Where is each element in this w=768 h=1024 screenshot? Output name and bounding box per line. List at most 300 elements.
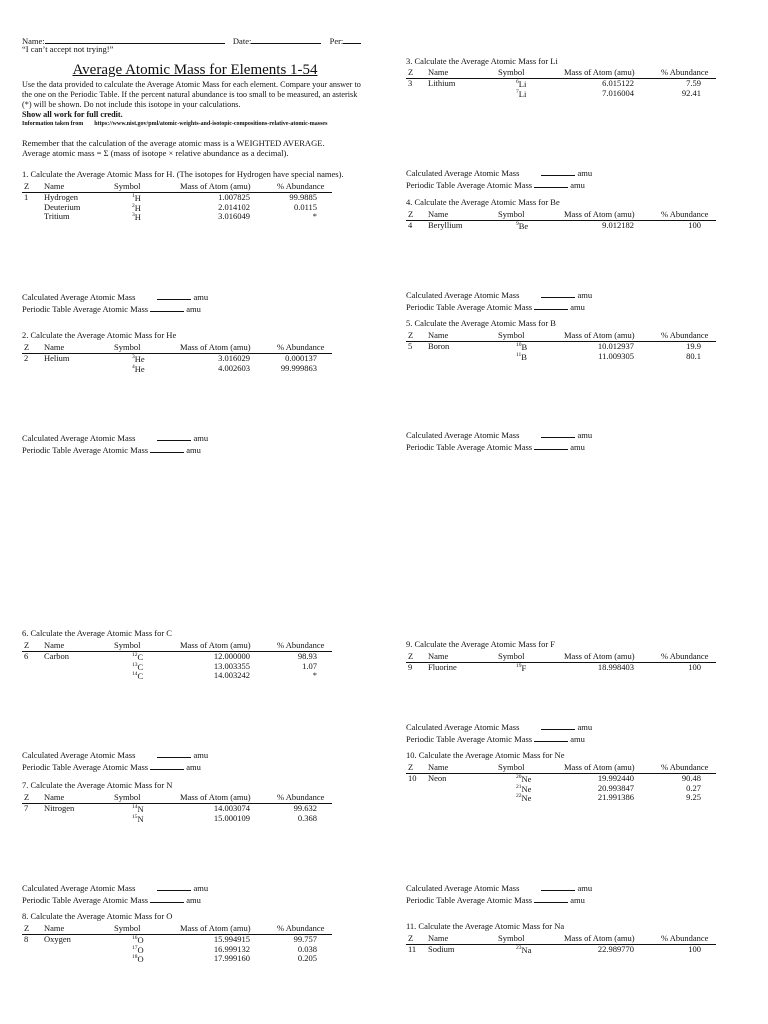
cell-mass: 12.000000 xyxy=(213,651,250,661)
cell-abundance: 7.59 xyxy=(686,78,701,88)
cell-abundance: 98.93 xyxy=(297,651,317,661)
element-symbol: Li xyxy=(518,88,527,99)
cell-abundance: 0.368 xyxy=(297,812,317,823)
answer-lines xyxy=(22,882,208,905)
cell-abundance: 99.9885 xyxy=(289,192,317,202)
answer-line-calculated xyxy=(22,432,208,444)
answer-line-periodic xyxy=(22,303,208,315)
question-prompt: 2. Calculate the Average Atomic Mass for He xyxy=(22,330,177,340)
cell-symbol xyxy=(516,352,527,363)
unit-label: amu xyxy=(184,761,201,772)
cell-mass: 10.012937 xyxy=(597,341,634,351)
column-header-abundance: % Abundance xyxy=(277,342,325,352)
question-block xyxy=(406,197,709,231)
element-symbol: O xyxy=(137,934,144,945)
cell-symbol xyxy=(132,954,144,965)
cell-mass: 19.992440 xyxy=(597,773,634,783)
cell-name: Helium xyxy=(44,353,70,363)
answer-line-periodic xyxy=(406,301,592,313)
answer-line-periodic xyxy=(406,894,592,906)
question-block xyxy=(22,628,325,682)
element-symbol: O xyxy=(137,954,144,965)
unit-label: amu xyxy=(191,883,209,893)
instructions-bold: Show all work for full credit. xyxy=(22,109,123,119)
question-prompt: 9. Calculate the Average Atomic Mass for F xyxy=(406,639,556,649)
period-label: Per: xyxy=(329,36,344,46)
column-header-mass: Mass of Atom (amu) xyxy=(564,209,635,219)
remember-line-2: Average atomic mass = Σ (mass of isotope × relative abundance as a decimal). xyxy=(22,147,289,158)
column-header-symbol: Symbol xyxy=(114,181,141,191)
element-symbol: H xyxy=(134,192,141,203)
calculated-answer-field[interactable] xyxy=(157,882,191,891)
column-header-name: Name xyxy=(44,342,65,352)
answer-lines xyxy=(22,291,208,314)
table-row xyxy=(406,89,716,99)
column-header-mass: Mass of Atom (amu) xyxy=(180,923,251,933)
mass-number: 14 xyxy=(132,671,138,678)
table-row xyxy=(406,945,716,955)
periodic-label: Periodic Table Average Atomic Mass xyxy=(406,894,533,905)
column-header-abundance: % Abundance xyxy=(277,792,325,802)
cell-abundance: 19.9 xyxy=(686,341,701,351)
cell-z: 6 xyxy=(24,651,29,661)
unit-label: amu xyxy=(184,894,201,905)
column-header-symbol: Symbol xyxy=(114,342,141,352)
column-header-z: Z xyxy=(408,209,414,219)
cell-name: Deuterium xyxy=(44,201,81,212)
column-header-z: Z xyxy=(408,651,414,661)
column-header-symbol: Symbol xyxy=(498,651,525,661)
cell-name: Beryllium xyxy=(428,220,463,230)
column-header-symbol: Symbol xyxy=(498,330,525,340)
cell-name: Hydrogen xyxy=(44,192,78,202)
table-row xyxy=(22,364,332,374)
table-row xyxy=(22,954,332,964)
element-symbol: Be xyxy=(518,220,529,231)
cell-abundance: 99.632 xyxy=(293,803,317,813)
cell-abundance: 0.000137 xyxy=(285,353,317,363)
table-row xyxy=(22,804,332,814)
cell-abundance: 0.205 xyxy=(297,953,317,964)
element-symbol: Ne xyxy=(521,783,532,794)
element-symbol: Li xyxy=(518,78,527,89)
column-header-mass: Mass of Atom (amu) xyxy=(564,67,635,77)
cell-symbol xyxy=(132,814,144,825)
element-symbol: He xyxy=(134,363,145,374)
cell-mass: 9.012182 xyxy=(602,220,634,230)
cell-abundance: 100 xyxy=(688,944,701,954)
answer-line-calculated xyxy=(22,749,208,761)
column-header-abundance: % Abundance xyxy=(661,651,709,661)
cell-mass: 1.007825 xyxy=(218,192,250,202)
column-header-abundance: % Abundance xyxy=(661,67,709,77)
cell-abundance: 99.757 xyxy=(293,934,317,944)
unit-label: amu xyxy=(191,433,209,443)
calculated-label: Calculated Average Atomic Mass xyxy=(406,168,520,178)
cell-name: Sodium xyxy=(428,944,455,954)
periodic-answer-field[interactable] xyxy=(534,179,568,188)
column-header-name: Name xyxy=(428,209,449,219)
table-row xyxy=(406,221,716,231)
column-header-abundance: % Abundance xyxy=(277,640,325,650)
question-prompt: 1. Calculate the Average Atomic Mass for H. (The isotopes for Hydrogen have special names). xyxy=(22,169,344,179)
cell-symbol xyxy=(516,945,531,956)
cell-name: Tritium xyxy=(44,211,70,222)
cell-mass: 13.003355 xyxy=(213,660,250,671)
calculated-answer-field[interactable] xyxy=(541,721,575,730)
column-header-symbol: Symbol xyxy=(114,792,141,802)
calculated-label: Calculated Average Atomic Mass xyxy=(22,292,136,302)
column-header-symbol: Symbol xyxy=(498,209,525,219)
answer-lines xyxy=(406,882,592,905)
unit-label: amu xyxy=(568,733,585,744)
element-symbol: B xyxy=(521,341,528,352)
column-header-symbol: Symbol xyxy=(114,923,141,933)
element-symbol: B xyxy=(521,351,527,362)
cell-name: Fluorine xyxy=(428,662,457,672)
column-header-mass: Mass of Atom (amu) xyxy=(180,792,251,802)
cell-z: 1 xyxy=(24,192,29,202)
answer-lines xyxy=(22,432,208,455)
periodic-label: Periodic Table Average Atomic Mass xyxy=(406,179,533,190)
question-prompt: 11. Calculate the Average Atomic Mass for Na xyxy=(406,921,565,931)
cell-mass: 2.014102 xyxy=(218,201,250,212)
answer-line-periodic xyxy=(406,179,592,191)
calculated-answer-field[interactable] xyxy=(541,167,575,176)
mass-number: 11 xyxy=(516,351,522,358)
answer-lines xyxy=(406,721,592,744)
cell-symbol xyxy=(132,364,145,375)
isotope-table xyxy=(406,68,716,98)
element-symbol: F xyxy=(521,662,527,673)
table-header xyxy=(406,331,716,342)
cell-abundance: 92.41 xyxy=(681,87,701,98)
column-header-abundance: % Abundance xyxy=(661,209,709,219)
question-block xyxy=(22,169,344,223)
isotope-table xyxy=(406,210,716,231)
column-header-z: Z xyxy=(24,640,30,650)
calculated-label: Calculated Average Atomic Mass xyxy=(406,722,520,732)
mass-number: 7 xyxy=(516,88,519,95)
question-block xyxy=(406,750,709,804)
question-block xyxy=(406,318,709,362)
cell-abundance: 99.999863 xyxy=(280,362,317,373)
column-header-z: Z xyxy=(24,792,30,802)
column-header-symbol: Symbol xyxy=(498,67,525,77)
cell-symbol xyxy=(516,793,531,804)
mass-number: 14 xyxy=(132,804,138,810)
question-prompt: 8. Calculate the Average Atomic Mass for O xyxy=(22,911,173,921)
periodic-answer-field[interactable] xyxy=(150,444,184,453)
cell-z: 2 xyxy=(24,353,29,363)
question-block xyxy=(406,639,709,673)
question-prompt: 4. Calculate the Average Atomic Mass for Be xyxy=(406,197,560,207)
isotope-table xyxy=(406,934,716,955)
source-url[interactable]: https://www.nist.gov/pml/atomic-weights-and-isotopic-compositions-relative-atomic-masses xyxy=(94,121,328,127)
answer-line-periodic xyxy=(406,441,592,453)
table-row xyxy=(406,774,716,784)
column-header-symbol: Symbol xyxy=(498,762,525,772)
cell-name: Boron xyxy=(428,341,450,351)
cell-abundance: 90.48 xyxy=(681,773,701,783)
name-label: Name: xyxy=(22,36,45,46)
calculated-answer-field[interactable] xyxy=(541,882,575,891)
column-header-name: Name xyxy=(428,67,449,77)
unit-label: amu xyxy=(184,444,201,455)
mass-number: 18 xyxy=(132,954,138,961)
answer-lines xyxy=(406,167,592,190)
table-row xyxy=(22,945,332,955)
source-line xyxy=(22,121,327,128)
mass-number: 3 xyxy=(132,354,135,360)
cell-mass: 16.999132 xyxy=(213,943,250,954)
question-block xyxy=(406,921,709,955)
answer-line-calculated xyxy=(406,429,592,441)
mass-number: 13 xyxy=(132,661,138,668)
periodic-label: Periodic Table Average Atomic Mass xyxy=(406,441,533,452)
column-header-name: Name xyxy=(428,651,449,661)
cell-symbol xyxy=(516,89,526,100)
unit-label: amu xyxy=(568,301,585,312)
element-symbol: Ne xyxy=(521,773,532,784)
cell-z: 7 xyxy=(24,803,29,813)
periodic-answer-field[interactable] xyxy=(534,894,568,903)
column-header-z: Z xyxy=(408,67,414,77)
element-symbol: He xyxy=(134,353,145,364)
column-header-mass: Mass of Atom (amu) xyxy=(564,330,635,340)
mass-number: 19 xyxy=(516,663,522,669)
cell-abundance: 100 xyxy=(688,662,701,672)
periodic-label: Periodic Table Average Atomic Mass xyxy=(22,894,149,905)
column-header-z: Z xyxy=(408,330,414,340)
answer-line-periodic xyxy=(22,894,208,906)
column-header-abundance: % Abundance xyxy=(277,923,325,933)
element-symbol: H xyxy=(134,202,141,213)
cell-symbol xyxy=(516,663,526,674)
isotope-table xyxy=(22,641,332,681)
column-header-abundance: % Abundance xyxy=(661,933,709,943)
unit-label: amu xyxy=(191,292,209,302)
mass-number: 4 xyxy=(132,363,135,370)
cell-symbol xyxy=(516,221,528,232)
unit-label: amu xyxy=(184,303,201,314)
unit-label: amu xyxy=(568,441,585,452)
cell-mass: 22.989770 xyxy=(597,944,634,954)
cell-name: Lithium xyxy=(428,78,456,88)
column-header-z: Z xyxy=(24,923,30,933)
cell-mass: 11.009305 xyxy=(598,350,634,361)
cell-abundance: 100 xyxy=(688,220,701,230)
page-title: Average Atomic Mass for Elements 1-54 xyxy=(72,62,318,78)
calculated-answer-field[interactable] xyxy=(541,429,575,438)
date-field[interactable] xyxy=(251,35,321,44)
cell-z: 3 xyxy=(408,78,413,88)
mass-number: 22 xyxy=(516,793,522,800)
question-block xyxy=(22,911,325,965)
calculated-label: Calculated Average Atomic Mass xyxy=(406,430,520,440)
periodic-label: Periodic Table Average Atomic Mass xyxy=(406,301,533,312)
answer-line-calculated xyxy=(406,167,592,179)
column-header-mass: Mass of Atom (amu) xyxy=(564,762,635,772)
column-header-name: Name xyxy=(44,792,65,802)
cell-abundance: 9.25 xyxy=(686,792,701,803)
cell-z: 8 xyxy=(24,934,29,944)
cell-abundance: 80.1 xyxy=(686,350,701,361)
table-row xyxy=(22,662,332,672)
cell-name: Oxygen xyxy=(44,934,71,944)
column-header-name: Name xyxy=(428,762,449,772)
cell-name: Carbon xyxy=(44,651,70,661)
cell-symbol xyxy=(132,212,141,223)
mass-number: 21 xyxy=(516,783,522,790)
calculated-label: Calculated Average Atomic Mass xyxy=(22,750,136,760)
question-prompt: 7. Calculate the Average Atomic Mass for N xyxy=(22,780,173,790)
answer-line-periodic xyxy=(22,444,208,456)
calculated-label: Calculated Average Atomic Mass xyxy=(406,290,520,300)
periodic-answer-field[interactable] xyxy=(534,301,568,310)
periodic-label: Periodic Table Average Atomic Mass xyxy=(22,761,149,772)
cell-mass: 15.000109 xyxy=(213,812,250,823)
column-header-name: Name xyxy=(44,181,65,191)
question-prompt: 5. Calculate the Average Atomic Mass for B xyxy=(406,318,556,328)
mass-number: 10 xyxy=(516,342,522,348)
table-row xyxy=(406,79,716,89)
mass-number: 23 xyxy=(516,945,522,951)
calculated-label: Calculated Average Atomic Mass xyxy=(22,883,136,893)
column-header-z: Z xyxy=(408,933,414,943)
cell-abundance: 0.0115 xyxy=(293,201,317,212)
mass-number: 16 xyxy=(132,935,138,941)
periodic-answer-field[interactable] xyxy=(150,303,184,312)
table-row xyxy=(22,671,332,681)
mass-number: 9 xyxy=(516,221,519,227)
question-prompt: 6. Calculate the Average Atomic Mass for C xyxy=(22,628,172,638)
cell-name: Nitrogen xyxy=(44,803,75,813)
calculated-answer-field[interactable] xyxy=(541,289,575,298)
name-field[interactable] xyxy=(45,35,225,44)
mass-number: 3 xyxy=(132,212,135,219)
column-header-mass: Mass of Atom (amu) xyxy=(564,933,635,943)
answer-line-periodic xyxy=(406,733,592,745)
cell-abundance: * xyxy=(312,211,317,222)
unit-label: amu xyxy=(568,894,585,905)
column-header-abundance: % Abundance xyxy=(661,762,709,772)
table-header xyxy=(406,763,716,774)
column-header-mass: Mass of Atom (amu) xyxy=(564,651,635,661)
periodic-label: Periodic Table Average Atomic Mass xyxy=(22,303,149,314)
table-row xyxy=(22,212,332,222)
question-block xyxy=(406,56,709,99)
column-header-mass: Mass of Atom (amu) xyxy=(180,342,251,352)
unit-label: amu xyxy=(575,883,593,893)
column-header-name: Name xyxy=(44,923,65,933)
answer-line-calculated xyxy=(406,721,592,733)
calculated-answer-field[interactable] xyxy=(157,291,191,300)
element-symbol: H xyxy=(134,212,141,223)
motto: “I can’t accept not trying!” xyxy=(22,44,114,54)
table-row xyxy=(406,784,716,794)
cell-mass: 14.003074 xyxy=(213,803,250,813)
periodic-answer-field[interactable] xyxy=(150,894,184,903)
unit-label: amu xyxy=(575,290,593,300)
cell-abundance: 0.27 xyxy=(686,782,701,793)
column-header-abundance: % Abundance xyxy=(661,330,709,340)
mass-number: 2 xyxy=(132,202,135,209)
mass-number: 20 xyxy=(516,774,522,780)
answer-line-calculated xyxy=(406,882,592,894)
mass-number: 6 xyxy=(516,79,519,85)
period-field[interactable] xyxy=(343,35,361,44)
periodic-label: Periodic Table Average Atomic Mass xyxy=(22,444,149,455)
unit-label: amu xyxy=(568,179,585,190)
unit-label: amu xyxy=(191,750,209,760)
unit-label: amu xyxy=(575,430,593,440)
calculated-answer-field[interactable] xyxy=(157,432,191,441)
element-symbol: Na xyxy=(521,944,532,955)
periodic-answer-field[interactable] xyxy=(534,733,568,742)
calculated-answer-field[interactable] xyxy=(157,749,191,758)
mass-number: 15 xyxy=(132,813,138,820)
column-header-name: Name xyxy=(44,640,65,650)
element-symbol: N xyxy=(137,813,144,824)
answer-lines xyxy=(406,289,592,312)
element-symbol: Ne xyxy=(521,793,532,804)
column-header-name: Name xyxy=(428,933,449,943)
cell-mass: 3.016049 xyxy=(218,211,250,222)
periodic-answer-field[interactable] xyxy=(534,441,568,450)
element-symbol: C xyxy=(137,651,144,662)
table-row xyxy=(22,652,332,662)
cell-mass: 3.016029 xyxy=(218,353,250,363)
column-header-abundance: % Abundance xyxy=(277,181,325,191)
answer-line-calculated xyxy=(406,289,592,301)
column-header-z: Z xyxy=(24,181,30,191)
cell-mass: 20.993847 xyxy=(597,782,634,793)
periodic-answer-field[interactable] xyxy=(150,761,184,770)
column-header-mass: Mass of Atom (amu) xyxy=(180,181,251,191)
cell-mass: 6.015122 xyxy=(602,78,634,88)
cell-z: 11 xyxy=(408,944,417,954)
cell-mass: 4.002603 xyxy=(218,362,250,373)
column-header-symbol: Symbol xyxy=(114,640,141,650)
cell-z: 10 xyxy=(408,773,417,783)
table-row xyxy=(406,793,716,803)
isotope-table xyxy=(406,331,716,361)
cell-symbol xyxy=(132,671,143,682)
isotope-table xyxy=(22,924,332,964)
element-symbol: C xyxy=(137,671,144,682)
table-row xyxy=(22,814,332,824)
isotope-table xyxy=(406,763,716,803)
table-row xyxy=(406,342,716,352)
question-prompt: 10. Calculate the Average Atomic Mass for Ne xyxy=(406,750,565,760)
mass-number: 17 xyxy=(132,944,138,951)
column-header-z: Z xyxy=(408,762,414,772)
cell-abundance: 0.038 xyxy=(297,943,317,954)
periodic-label: Periodic Table Average Atomic Mass xyxy=(406,733,533,744)
cell-abundance: * xyxy=(312,670,317,681)
cell-z: 4 xyxy=(408,220,413,230)
mass-number: 1 xyxy=(132,193,135,199)
cell-mass: 17.999160 xyxy=(213,953,250,964)
isotope-table xyxy=(22,793,332,823)
isotope-table xyxy=(406,652,716,673)
element-symbol: N xyxy=(137,803,144,814)
cell-mass: 7.016004 xyxy=(602,87,634,98)
instructions xyxy=(22,80,367,119)
calculated-label: Calculated Average Atomic Mass xyxy=(22,433,136,443)
isotope-table xyxy=(22,182,332,222)
